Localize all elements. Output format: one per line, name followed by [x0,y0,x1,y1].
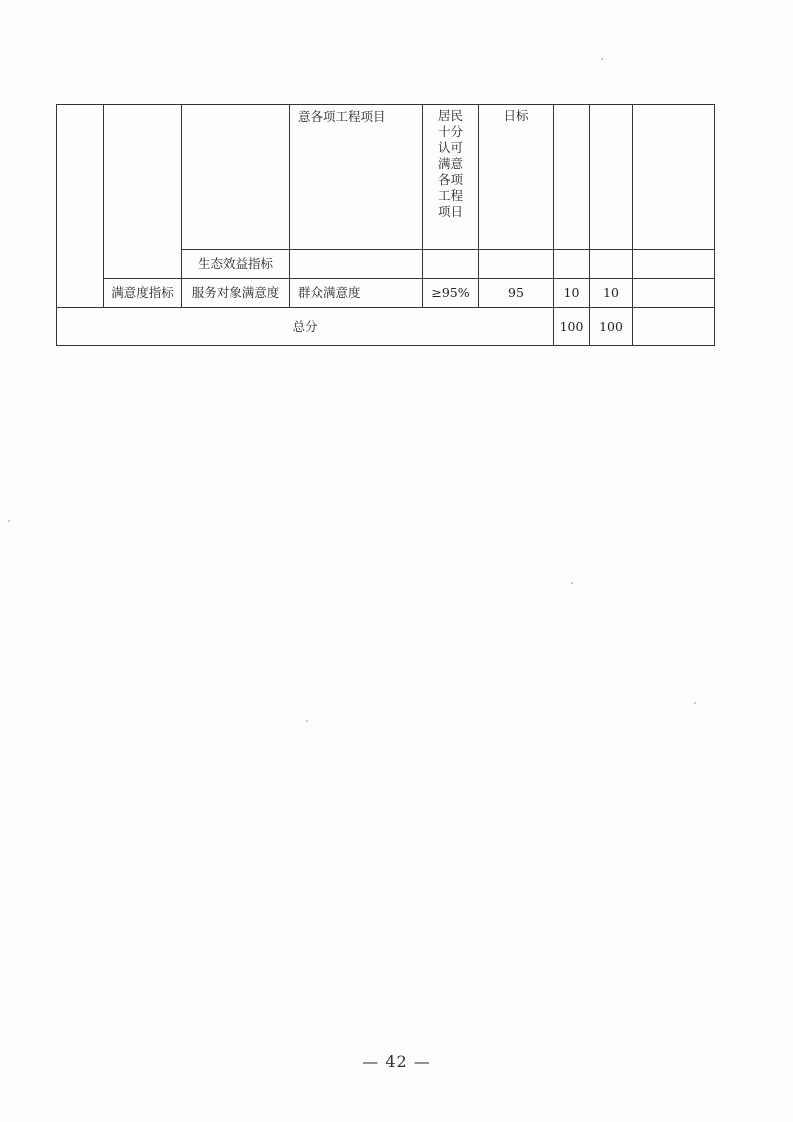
target-line: 工程 [437,188,463,203]
score-text: 10 [603,285,619,300]
primary-indicator-text: 满意度指标 [111,285,174,300]
target-line: 十分 [437,124,463,139]
weight-cell [554,105,590,250]
indicator-cell [290,105,423,250]
remark-cell [633,105,715,250]
weight-text: 10 [563,285,580,300]
indicator-cell [290,279,423,308]
total-weight-cell [554,308,590,346]
secondary-indicator-text: 服务对象满意度 [191,285,280,300]
secondary-indicator-cell [182,279,290,308]
primary-indicator-cell [104,105,182,279]
target-value-cell [423,105,479,250]
secondary-indicator-cell [182,105,290,250]
total-label-cell [57,308,554,346]
actual-value-cell [479,250,554,279]
target-value-cell [423,250,479,279]
score-cell [590,105,633,250]
performance-table [56,104,715,346]
target-value-cell [423,279,479,308]
target-text: ≥95% [431,285,470,300]
weight-cell [554,250,590,279]
total-label: 总分 [292,318,318,334]
table-row [57,279,715,308]
scan-speck [571,582,573,584]
secondary-indicator-text: 生态效益指标 [197,256,273,271]
target-line: 项日 [437,204,463,219]
actual-value-cell [479,279,554,308]
indicator-text: 群众满意度 [298,285,361,300]
target-line: 居民 [437,108,463,123]
scan-speck [601,58,603,60]
weight-cell [554,279,590,308]
remark-cell [633,250,715,279]
remark-cell [633,308,715,346]
total-score-text: 100 [599,318,623,334]
total-score-cell [590,308,633,346]
table-row-total [57,308,715,346]
total-weight-text: 100 [559,318,584,334]
actual-value-cell [479,105,554,250]
secondary-indicator-cell [182,250,290,279]
category-cell [57,105,104,308]
scan-speck [306,720,308,722]
scan-speck [694,702,696,704]
actual-text: 95 [508,285,524,300]
target-line: 各项 [437,172,463,187]
indicator-text: 意各项工程项目 [298,109,386,124]
primary-indicator-cell [104,279,182,308]
indicator-cell [290,250,423,279]
remark-cell [633,279,715,308]
scan-speck [8,520,10,522]
score-cell [590,250,633,279]
target-line: 满意 [437,156,463,171]
target-line: 认可 [437,140,463,155]
score-cell [590,279,633,308]
page-number: — 42 — [362,1052,431,1071]
table-row [57,105,715,250]
actual-text: 日标 [503,108,529,123]
